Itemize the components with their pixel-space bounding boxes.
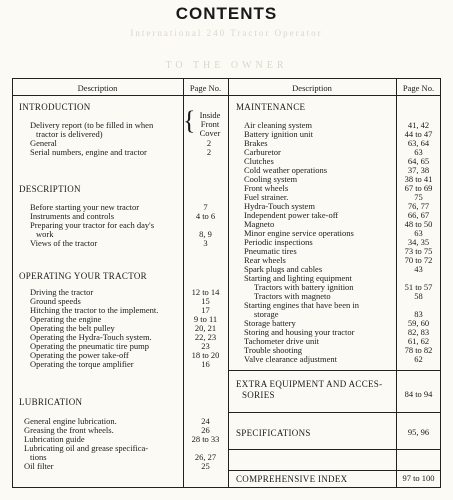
section-divider <box>228 470 441 471</box>
toc-page: 34, 35 <box>407 237 430 247</box>
toc-page: 37, 38 <box>407 165 430 175</box>
section-title-extra-equipment: EXTRA EQUIPMENT AND ACCES- <box>236 379 383 389</box>
toc-page: 66, 67 <box>407 210 430 220</box>
section-title-introduction: INTRODUCTION <box>19 102 91 112</box>
section-title-comprehensive-index: COMPREHENSIVE INDEX <box>236 474 348 484</box>
right-page-header: Page No. <box>402 83 435 93</box>
toc-entry: Independent power take-off <box>244 210 339 220</box>
toc-page: 9 to 11 <box>193 314 218 324</box>
toc-entry: Oil filter <box>24 461 54 471</box>
toc-page: 75 <box>414 192 423 202</box>
toc-page: 41, 42 <box>407 120 430 130</box>
toc-entry: Fuel strainer. <box>244 192 289 202</box>
bleed-through-text: International 240 Tractor Operator <box>130 28 323 38</box>
toc-entry: Spark plugs and cables <box>244 264 323 274</box>
toc-entry: Minor engine service operations <box>244 228 354 238</box>
section-title-specifications: SPECIFICATIONS <box>236 428 311 438</box>
toc-entry: Views of the tractor <box>30 238 98 248</box>
toc-entry: Preparing your tractor for each day's <box>30 220 155 230</box>
toc-entry: Operating the power take-off <box>30 350 129 360</box>
toc-entry: Operating the engine <box>30 314 102 324</box>
section-divider <box>228 370 441 371</box>
toc-page: 28 to 33 <box>191 434 220 444</box>
toc-entry: Instruments and controls <box>30 211 115 221</box>
toc-entry: Pneumatic tires <box>244 246 297 256</box>
toc-page: 44 to 47 <box>404 129 433 139</box>
toc-entry: Cold weather operations <box>244 165 328 175</box>
toc-entry: Rear wheels <box>244 255 286 265</box>
toc-page: 48 to 50 <box>404 219 433 229</box>
toc-page: 64, 65 <box>407 156 430 166</box>
toc-page: 26, 27 <box>194 452 217 462</box>
brace-icon: { <box>183 106 196 135</box>
toc-page: 20, 21 <box>194 323 217 333</box>
toc-entry: Operating the torque amplifier <box>30 359 134 369</box>
toc-page: 97 to 100 <box>402 473 435 483</box>
section-divider <box>228 412 441 413</box>
toc-page: 18 to 20 <box>191 350 220 360</box>
toc-entry: Lubricating oil and grease specifica- <box>24 443 149 453</box>
page-title: CONTENTS <box>175 4 278 23</box>
toc-entry: Tractors with magneto <box>254 291 331 301</box>
toc-entry: General <box>30 138 57 148</box>
left-description-header: Description <box>77 83 118 93</box>
toc-entry: Valve clearance adjustment <box>244 354 337 364</box>
toc-entry: Storing and housing your tractor <box>244 327 355 337</box>
toc-page: 84 to 94 <box>404 389 433 399</box>
toc-page: 2 <box>206 147 212 157</box>
toc-page: 51 to 57 <box>404 282 433 292</box>
inside-cover-line: Front <box>200 119 220 129</box>
toc-page: 61, 62 <box>407 336 430 346</box>
toc-page: 58 <box>414 291 423 301</box>
section-title-lubrication: LUBRICATION <box>19 397 83 407</box>
toc-entry: Cooling system <box>244 174 298 184</box>
toc-entry: Tachometer drive unit <box>244 336 319 346</box>
toc-entry: Clutches <box>244 156 274 166</box>
toc-entry: Battery ignition unit <box>244 129 313 139</box>
toc-page: 16 <box>201 359 210 369</box>
toc-entry: Operating the belt pulley <box>30 323 115 333</box>
right-description-header: Description <box>292 83 332 93</box>
toc-entry: General engine lubrication. <box>24 416 117 426</box>
toc-entry: Starting engines that have been in <box>244 300 359 310</box>
toc-page: 63 <box>414 147 423 157</box>
toc-page: 4 to 6 <box>195 211 216 221</box>
toc-entry: Carburetor <box>244 147 281 157</box>
section-divider <box>228 449 441 450</box>
toc-entry: Hydra-Touch system <box>244 201 315 211</box>
toc-page: 83 <box>414 309 423 319</box>
section-title-description: DESCRIPTION <box>19 184 81 194</box>
toc-page: 7 <box>203 202 208 212</box>
toc-entry: Storage battery <box>244 318 296 328</box>
toc-entry: storage <box>254 309 279 319</box>
section-title-operating: OPERATING YOUR TRACTOR <box>19 271 147 281</box>
toc-entry: Lubrication guide <box>24 434 85 444</box>
bleed-through-heading: TO THE OWNER <box>165 60 288 71</box>
toc-page: 82, 83 <box>407 327 430 337</box>
toc-page: 22, 23 <box>194 332 217 342</box>
toc-page: 12 to 14 <box>191 287 220 297</box>
toc-page: 17 <box>201 305 210 315</box>
toc-page: 26 <box>201 425 210 435</box>
toc-entry: Front wheels <box>244 183 289 193</box>
header-divider <box>12 95 441 96</box>
toc-page: 67 to 69 <box>404 183 433 193</box>
section-title-maintenance: MAINTENANCE <box>236 102 306 112</box>
toc-page: 23 <box>201 341 210 351</box>
toc-page: 59, 60 <box>407 318 430 328</box>
toc-entry: Operating the pneumatic tire pump <box>30 341 149 351</box>
center-divider <box>228 78 229 488</box>
toc-entry: Before starting your new tractor <box>30 202 140 212</box>
toc-page: 24 <box>201 416 210 426</box>
left-page-header: Page No. <box>189 83 222 93</box>
toc-entry: Magneto <box>244 219 275 229</box>
toc-page: 62 <box>414 354 423 364</box>
toc-entry: Air cleaning system <box>244 120 312 130</box>
toc-entry: Periodic inspections <box>244 237 313 247</box>
inside-cover-line: Cover <box>199 128 221 138</box>
toc-page: 3 <box>203 238 208 248</box>
toc-entry: Delivery report (to be filled in when <box>30 120 154 130</box>
toc-page: 8, 9 <box>199 229 212 239</box>
toc-page: 2 <box>206 138 212 148</box>
toc-entry: Operating the Hydra-Touch system. <box>30 332 152 342</box>
toc-page: 38 to 41 <box>404 174 433 184</box>
toc-page: 43 <box>414 264 423 274</box>
toc-page: 95, 96 <box>407 427 430 437</box>
toc-entry: Serial numbers, engine and tractor <box>30 147 147 157</box>
toc-page: 25 <box>201 461 210 471</box>
toc-entry: Driving the tractor <box>30 287 94 297</box>
toc-entry: Greasing the front wheels. <box>24 425 114 435</box>
toc-page: 63 <box>414 228 423 238</box>
toc-page: 76, 77 <box>407 201 430 211</box>
toc-entry: Ground speeds <box>30 296 81 306</box>
toc-page: 70 to 72 <box>404 255 433 265</box>
toc-page: 63, 64 <box>407 138 430 148</box>
section-title-extra-equipment-cont: SORIES <box>242 390 275 400</box>
toc-page: 15 <box>201 296 210 306</box>
toc-entry: Starting and lighting equipment <box>244 273 352 283</box>
toc-entry: tractor is delivered) <box>36 129 103 139</box>
toc-page: 73 to 75 <box>404 246 433 256</box>
toc-entry: Trouble shooting <box>244 345 303 355</box>
toc-entry: work <box>36 229 54 239</box>
toc-entry: tions <box>30 452 47 462</box>
toc-entry: Hitching the tractor to the implement. <box>30 305 159 315</box>
toc-page: 78 to 82 <box>404 345 433 355</box>
toc-entry: Brakes <box>244 138 268 148</box>
inside-cover-line: Inside <box>199 110 221 120</box>
toc-entry: Tractors with battery ignition <box>254 282 354 292</box>
